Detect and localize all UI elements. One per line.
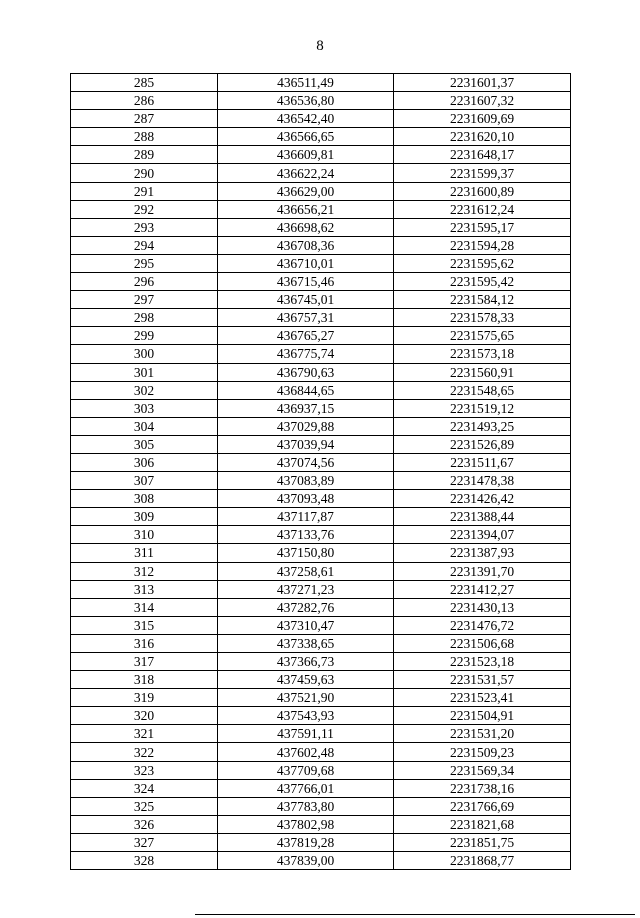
point-number-cell: 324 [71, 779, 218, 797]
table-row [71, 92, 571, 110]
point-number-cell: 299 [71, 327, 218, 345]
table-row [71, 182, 571, 200]
point-number-cell: 306 [71, 453, 218, 471]
y-coordinate-cell: 2231519,12 [394, 399, 571, 417]
table-row [71, 490, 571, 508]
x-coordinate-cell: 437543,93 [218, 707, 394, 725]
point-number-cell: 287 [71, 110, 218, 128]
y-coordinate-cell: 2231851,75 [394, 833, 571, 851]
table-row [71, 616, 571, 634]
x-coordinate-cell: 437366,73 [218, 653, 394, 671]
point-number-cell: 326 [71, 815, 218, 833]
y-coordinate-cell: 2231648,17 [394, 146, 571, 164]
y-coordinate-cell: 2231548,65 [394, 381, 571, 399]
x-coordinate-cell: 436708,36 [218, 236, 394, 254]
page-number: 8 [316, 38, 324, 54]
y-coordinate-cell: 2231609,69 [394, 110, 571, 128]
table-row [71, 218, 571, 236]
y-coordinate-cell: 2231531,57 [394, 671, 571, 689]
y-coordinate-cell: 2231388,44 [394, 508, 571, 526]
point-number-cell: 292 [71, 200, 218, 218]
table-row [71, 363, 571, 381]
x-coordinate-cell: 436710,01 [218, 254, 394, 272]
table-row [71, 653, 571, 671]
y-coordinate-cell: 2231612,24 [394, 200, 571, 218]
x-coordinate-cell: 437093,48 [218, 490, 394, 508]
table-row [71, 273, 571, 291]
point-number-cell: 297 [71, 291, 218, 309]
y-coordinate-cell: 2231573,18 [394, 345, 571, 363]
x-coordinate-cell: 436511,49 [218, 74, 394, 92]
x-coordinate-cell: 437271,23 [218, 580, 394, 598]
y-coordinate-cell: 2231504,91 [394, 707, 571, 725]
coordinates-table-body [71, 74, 571, 870]
table-row [71, 200, 571, 218]
point-number-cell: 313 [71, 580, 218, 598]
y-coordinate-cell: 2231766,69 [394, 797, 571, 815]
x-coordinate-cell: 436566,65 [218, 128, 394, 146]
point-number-cell: 310 [71, 526, 218, 544]
point-number-cell: 307 [71, 472, 218, 490]
y-coordinate-cell: 2231493,25 [394, 417, 571, 435]
table-row [71, 381, 571, 399]
table-row [71, 236, 571, 254]
y-coordinate-cell: 2231594,28 [394, 236, 571, 254]
y-coordinate-cell: 2231569,34 [394, 761, 571, 779]
point-number-cell: 308 [71, 490, 218, 508]
point-number-cell: 289 [71, 146, 218, 164]
table-row [71, 598, 571, 616]
table-row [71, 146, 571, 164]
point-number-cell: 322 [71, 743, 218, 761]
y-coordinate-cell: 2231607,32 [394, 92, 571, 110]
x-coordinate-cell: 436844,65 [218, 381, 394, 399]
x-coordinate-cell: 436745,01 [218, 291, 394, 309]
table-row [71, 417, 571, 435]
y-coordinate-cell: 2231523,41 [394, 689, 571, 707]
x-coordinate-cell: 437150,80 [218, 544, 394, 562]
point-number-cell: 291 [71, 182, 218, 200]
x-coordinate-cell: 437039,94 [218, 435, 394, 453]
point-number-cell: 295 [71, 254, 218, 272]
point-number-cell: 293 [71, 218, 218, 236]
point-number-cell: 318 [71, 671, 218, 689]
point-number-cell: 303 [71, 399, 218, 417]
y-coordinate-cell: 2231868,77 [394, 852, 571, 870]
point-number-cell: 302 [71, 381, 218, 399]
x-coordinate-cell: 437839,00 [218, 852, 394, 870]
x-coordinate-cell: 437133,76 [218, 526, 394, 544]
y-coordinate-cell: 2231584,12 [394, 291, 571, 309]
table-row [71, 254, 571, 272]
point-number-cell: 285 [71, 74, 218, 92]
table-row [71, 164, 571, 182]
table-row [71, 833, 571, 851]
y-coordinate-cell: 2231560,91 [394, 363, 571, 381]
x-coordinate-cell: 436542,40 [218, 110, 394, 128]
point-number-cell: 328 [71, 852, 218, 870]
point-number-cell: 304 [71, 417, 218, 435]
point-number-cell: 305 [71, 435, 218, 453]
y-coordinate-cell: 2231478,38 [394, 472, 571, 490]
x-coordinate-cell: 437459,63 [218, 671, 394, 689]
x-coordinate-cell: 436775,74 [218, 345, 394, 363]
x-coordinate-cell: 437521,90 [218, 689, 394, 707]
y-coordinate-cell: 2231511,67 [394, 453, 571, 471]
point-number-cell: 311 [71, 544, 218, 562]
x-coordinate-cell: 437591,11 [218, 725, 394, 743]
x-coordinate-cell: 436536,80 [218, 92, 394, 110]
table-row [71, 327, 571, 345]
y-coordinate-cell: 2231599,37 [394, 164, 571, 182]
x-coordinate-cell: 437338,65 [218, 634, 394, 652]
x-coordinate-cell: 437783,80 [218, 797, 394, 815]
x-coordinate-cell: 436629,00 [218, 182, 394, 200]
x-coordinate-cell: 436609,81 [218, 146, 394, 164]
y-coordinate-cell: 2231600,89 [394, 182, 571, 200]
point-number-cell: 288 [71, 128, 218, 146]
point-number-cell: 301 [71, 363, 218, 381]
table-row [71, 707, 571, 725]
point-number-cell: 316 [71, 634, 218, 652]
x-coordinate-cell: 436656,21 [218, 200, 394, 218]
x-coordinate-cell: 436622,24 [218, 164, 394, 182]
y-coordinate-cell: 2231523,18 [394, 653, 571, 671]
y-coordinate-cell: 2231426,42 [394, 490, 571, 508]
y-coordinate-cell: 2231531,20 [394, 725, 571, 743]
y-coordinate-cell: 2231738,16 [394, 779, 571, 797]
table-row [71, 689, 571, 707]
table-row [71, 852, 571, 870]
table-row [71, 453, 571, 471]
x-coordinate-cell: 437602,48 [218, 743, 394, 761]
y-coordinate-cell: 2231578,33 [394, 309, 571, 327]
x-coordinate-cell: 436715,46 [218, 273, 394, 291]
x-coordinate-cell: 437766,01 [218, 779, 394, 797]
y-coordinate-cell: 2231509,23 [394, 743, 571, 761]
x-coordinate-cell: 436698,62 [218, 218, 394, 236]
point-number-cell: 286 [71, 92, 218, 110]
x-coordinate-cell: 436790,63 [218, 363, 394, 381]
y-coordinate-cell: 2231430,13 [394, 598, 571, 616]
point-number-cell: 309 [71, 508, 218, 526]
x-coordinate-cell: 436937,15 [218, 399, 394, 417]
table-row [71, 435, 571, 453]
table-row [71, 761, 571, 779]
y-coordinate-cell: 2231526,89 [394, 435, 571, 453]
table-row [71, 110, 571, 128]
x-coordinate-cell: 437074,56 [218, 453, 394, 471]
point-number-cell: 327 [71, 833, 218, 851]
x-coordinate-cell: 437310,47 [218, 616, 394, 634]
table-row [71, 544, 571, 562]
x-coordinate-cell: 437709,68 [218, 761, 394, 779]
table-row [71, 743, 571, 761]
y-coordinate-cell: 2231391,70 [394, 562, 571, 580]
x-coordinate-cell: 437258,61 [218, 562, 394, 580]
point-number-cell: 314 [71, 598, 218, 616]
table-row [71, 309, 571, 327]
y-coordinate-cell: 2231387,93 [394, 544, 571, 562]
table-row [71, 634, 571, 652]
table-row [71, 74, 571, 92]
x-coordinate-cell: 437083,89 [218, 472, 394, 490]
table-row [71, 725, 571, 743]
point-number-cell: 315 [71, 616, 218, 634]
x-coordinate-cell: 436757,31 [218, 309, 394, 327]
point-number-cell: 298 [71, 309, 218, 327]
point-number-cell: 323 [71, 761, 218, 779]
y-coordinate-cell: 2231575,65 [394, 327, 571, 345]
table-row [71, 526, 571, 544]
y-coordinate-cell: 2231506,68 [394, 634, 571, 652]
table-row [71, 399, 571, 417]
table-row [71, 472, 571, 490]
y-coordinate-cell: 2231394,07 [394, 526, 571, 544]
table-row [71, 128, 571, 146]
table-row [71, 797, 571, 815]
table-row [71, 671, 571, 689]
table-row [71, 580, 571, 598]
coordinates-table [70, 73, 571, 870]
point-number-cell: 319 [71, 689, 218, 707]
y-coordinate-cell: 2231821,68 [394, 815, 571, 833]
x-coordinate-cell: 437282,76 [218, 598, 394, 616]
y-coordinate-cell: 2231595,42 [394, 273, 571, 291]
point-number-cell: 312 [71, 562, 218, 580]
x-coordinate-cell: 436765,27 [218, 327, 394, 345]
point-number-cell: 325 [71, 797, 218, 815]
point-number-cell: 296 [71, 273, 218, 291]
point-number-cell: 294 [71, 236, 218, 254]
y-coordinate-cell: 2231620,10 [394, 128, 571, 146]
y-coordinate-cell: 2231476,72 [394, 616, 571, 634]
x-coordinate-cell: 437029,88 [218, 417, 394, 435]
x-coordinate-cell: 437802,98 [218, 815, 394, 833]
y-coordinate-cell: 2231595,17 [394, 218, 571, 236]
y-coordinate-cell: 2231412,27 [394, 580, 571, 598]
point-number-cell: 317 [71, 653, 218, 671]
table-row [71, 508, 571, 526]
point-number-cell: 321 [71, 725, 218, 743]
y-coordinate-cell: 2231595,62 [394, 254, 571, 272]
table-row [71, 291, 571, 309]
table-row [71, 815, 571, 833]
y-coordinate-cell: 2231601,37 [394, 74, 571, 92]
table-row [71, 779, 571, 797]
bottom-rule [195, 914, 635, 915]
x-coordinate-cell: 437117,87 [218, 508, 394, 526]
point-number-cell: 290 [71, 164, 218, 182]
point-number-cell: 320 [71, 707, 218, 725]
table-row [71, 345, 571, 363]
table-row [71, 562, 571, 580]
x-coordinate-cell: 437819,28 [218, 833, 394, 851]
point-number-cell: 300 [71, 345, 218, 363]
